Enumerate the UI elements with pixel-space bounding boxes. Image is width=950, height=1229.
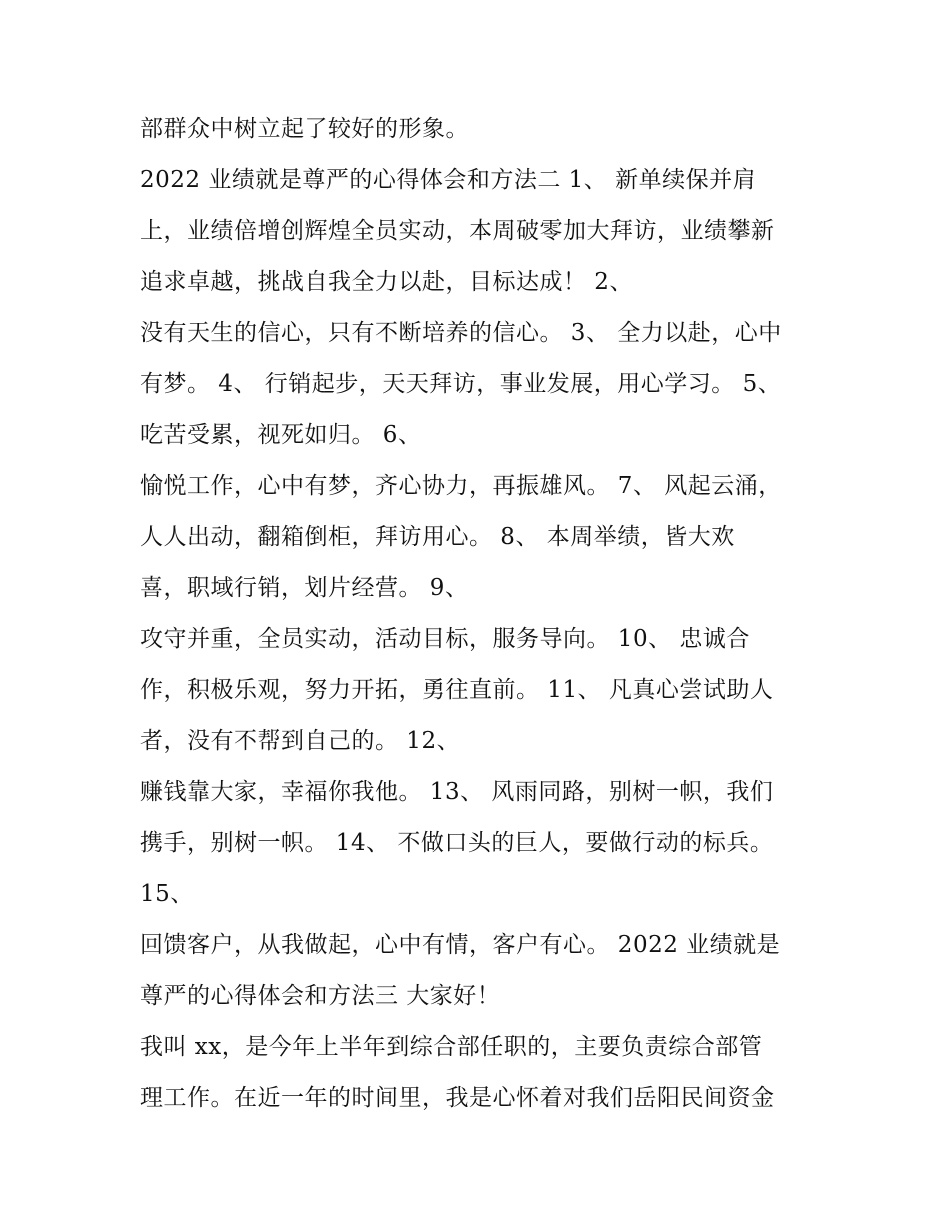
text-line: 有梦。 4、 行销起步，天天拜访，事业发展，用心学习。 5、 bbox=[140, 371, 782, 397]
text-line: 追求卓越，挑战自我全力以赴，目标达成！ 2、 bbox=[140, 269, 633, 295]
body-text bbox=[140, 104, 830, 1124]
text-line: 作，积极乐观，努力开拓，勇往直前。 11、 凡真心尝试助人 bbox=[140, 677, 774, 703]
text-line: 上，业绩倍增创辉煌全员实动，本周破零加大拜访，业绩攀新 bbox=[140, 218, 775, 244]
text-line: 人人出动，翻箱倒柜，拜访用心。 8、 本周举绩，皆大欢 bbox=[140, 524, 735, 550]
text-line: 我叫 xx，是今年上半年到综合部任职的，主要负责综合部管 bbox=[140, 1034, 763, 1060]
text-line: 尊严的心得体会和方法三 大家好！ bbox=[140, 983, 501, 1009]
text-line: 回馈客户，从我做起，心中有情，客户有心。 2022 业绩就是 bbox=[140, 932, 781, 958]
text-line: 吃苦受累，视死如归。 6、 bbox=[140, 422, 422, 448]
text-line: 携手，别树一帜。 14、 不做口头的巨人，要做行动的标兵。 bbox=[140, 830, 774, 856]
text-line: 没有天生的信心，只有不断培养的信心。 3、 全力以赴，心中 bbox=[140, 320, 782, 346]
text-line: 赚钱靠大家，幸福你我他。 13、 风雨同路，别树一帜，我们 bbox=[140, 779, 774, 805]
text-line: 理工作。在近一年的时间里，我是心怀着对我们岳阳民间资金 bbox=[140, 1085, 775, 1111]
text-line: 喜，职域行销，划片经营。 9、 bbox=[140, 575, 469, 601]
text-line: 15、 bbox=[140, 881, 194, 907]
text-line: 愉悦工作，心中有梦，齐心协力，再振雄风。 7、 风起云涌， bbox=[140, 473, 782, 499]
text-line: 部群众中树立起了较好的形象。 bbox=[140, 116, 469, 142]
text-line: 2022 业绩就是尊严的心得体会和方法二 1、 新单续保并肩 bbox=[140, 167, 757, 193]
text-line: 攻守并重，全员实动，活动目标，服务导向。 10、 忠诚合 bbox=[140, 626, 750, 652]
text-line: 者，没有不帮到自己的。 12、 bbox=[140, 728, 461, 754]
